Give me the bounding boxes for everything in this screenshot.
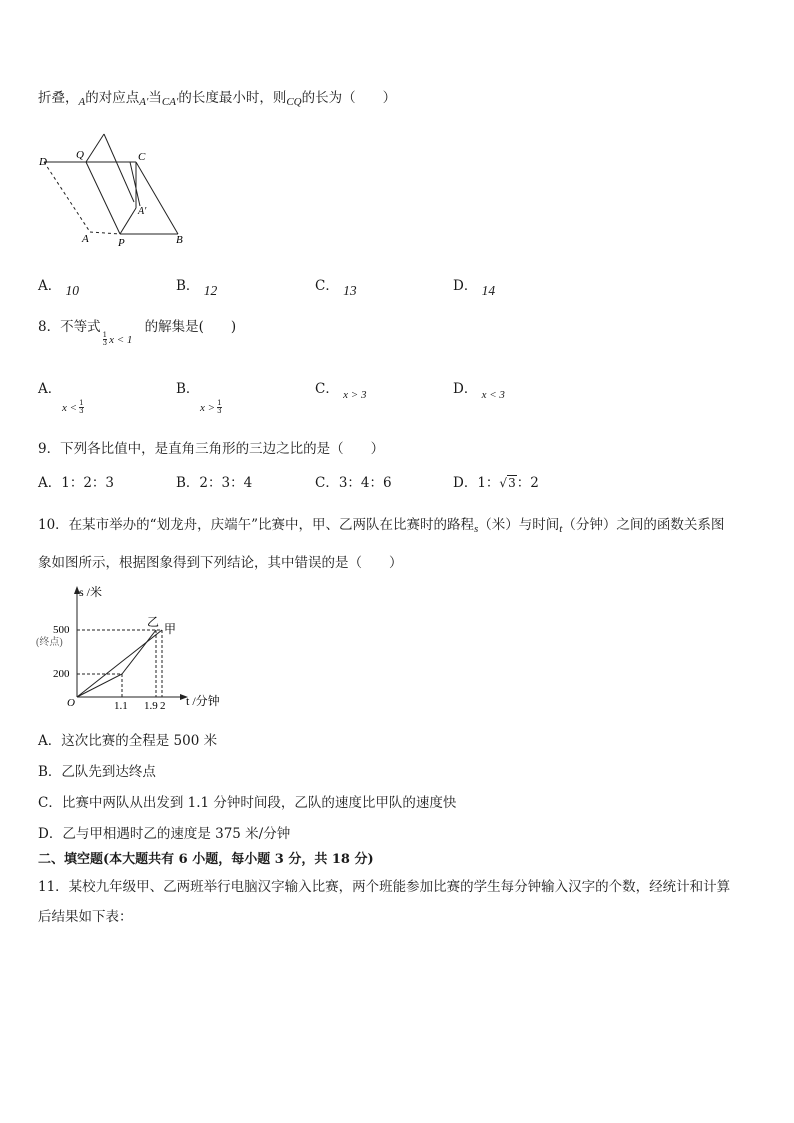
q8-option-c[interactable]: C． $_{x > 3}$ — [315, 381, 367, 401]
end-note: (终点) — [36, 637, 63, 648]
section-title: 二、填空题(本大题共有 6 小题，每小题 3 分，共 18 分) — [38, 852, 374, 867]
label-p: P — [118, 237, 125, 249]
origin-label: O — [67, 697, 75, 709]
q7-option-a[interactable]: A． 10 — [38, 278, 80, 298]
q8-stem: 8．不等式 $\frac{1}{3}$ x < 1的解集是( ) — [38, 319, 237, 347]
x-axis-label: t /分钟 — [186, 694, 220, 708]
q10-option-c[interactable]: C．比赛中两队从出发到 1.1 分钟时间段，乙队的速度比甲队的速度快 — [38, 795, 457, 811]
tick-500: 500 — [53, 624, 70, 636]
label-a: A — [82, 233, 89, 245]
q7-option-b[interactable]: B． 12 — [176, 278, 218, 298]
q8-option-a[interactable]: A． x < $\frac{1}{3}$ — [38, 381, 84, 415]
q8-option-b[interactable]: B． x > $\frac{1}{3}$ — [176, 381, 222, 415]
label-jia: 甲 — [164, 622, 177, 636]
y-axis-label: s /米 — [79, 585, 103, 599]
tick-1-1: 1.1 — [114, 700, 128, 712]
q10-option-b[interactable]: B．乙队先到达终点 — [38, 764, 156, 780]
q9-option-d[interactable]: D．1：√3：2 — [453, 475, 539, 491]
q8-option-d[interactable]: D． $_{x < 3}$ — [453, 381, 505, 401]
label-b: B — [176, 234, 183, 246]
q8-fraction: $\frac{1}{3}$ — [102, 331, 108, 347]
q7-stem: 折叠，$_A$的对应点$_{A'}$当$_{CA'}$的长度最小时，则$_{CQ}$的长为（ ） — [38, 90, 397, 108]
label-a-prime: A′ — [138, 206, 147, 217]
q11-line2: 后结果如下表： — [38, 909, 133, 925]
var-a-prime: A′ — [139, 96, 149, 108]
q7-option-c[interactable]: C． 13 — [315, 278, 357, 298]
var-cq: CQ — [286, 96, 302, 108]
distance-time-graph — [34, 584, 234, 714]
var-a: A — [78, 96, 86, 108]
label-c: C — [138, 151, 146, 163]
q9-option-b[interactable]: B．2：3：4 — [176, 475, 253, 491]
label-yi: 乙 — [147, 615, 160, 629]
sqrt-symbol: √3 — [499, 476, 516, 490]
q9-stem: 9．下列各比值中，是直角三角形的三边之比的是（ ） — [38, 441, 385, 457]
parallelogram-figure — [36, 130, 196, 252]
q7-option-d[interactable]: D． 14 — [453, 278, 496, 298]
q10-stem-line2: 象如图所示，根据图象得到下列结论，其中错误的是（ ） — [38, 555, 403, 571]
tick-2: 2 — [160, 700, 166, 712]
q10-option-d[interactable]: D．乙与甲相遇时乙的速度是 375 米/分钟 — [38, 826, 291, 842]
label-d: D — [39, 156, 47, 168]
q9-option-c[interactable]: C．3：4：6 — [315, 475, 392, 491]
q10-stem-line1: 10．在某市举办的“划龙舟，庆端午”比赛中，甲、乙两队在比赛时的路程$_s$（米）与时间$_t$（分钟）之间的函数关系图 — [38, 517, 725, 535]
q9-option-a[interactable]: A．1：2：3 — [38, 475, 115, 491]
q10-option-a[interactable]: A．这次比赛的全程是 500 米 — [38, 733, 218, 749]
q11-line1: 11．某校九年级甲、乙两班举行电脑汉字输入比赛，两个班能参加比赛的学生每分钟输入汉字的个数，经统计和计算 — [38, 879, 731, 895]
tick-200: 200 — [53, 668, 70, 680]
label-q: Q — [76, 149, 84, 161]
tick-1-9: 1.9 — [144, 700, 158, 712]
var-ca-prime: CA′ — [161, 96, 179, 108]
